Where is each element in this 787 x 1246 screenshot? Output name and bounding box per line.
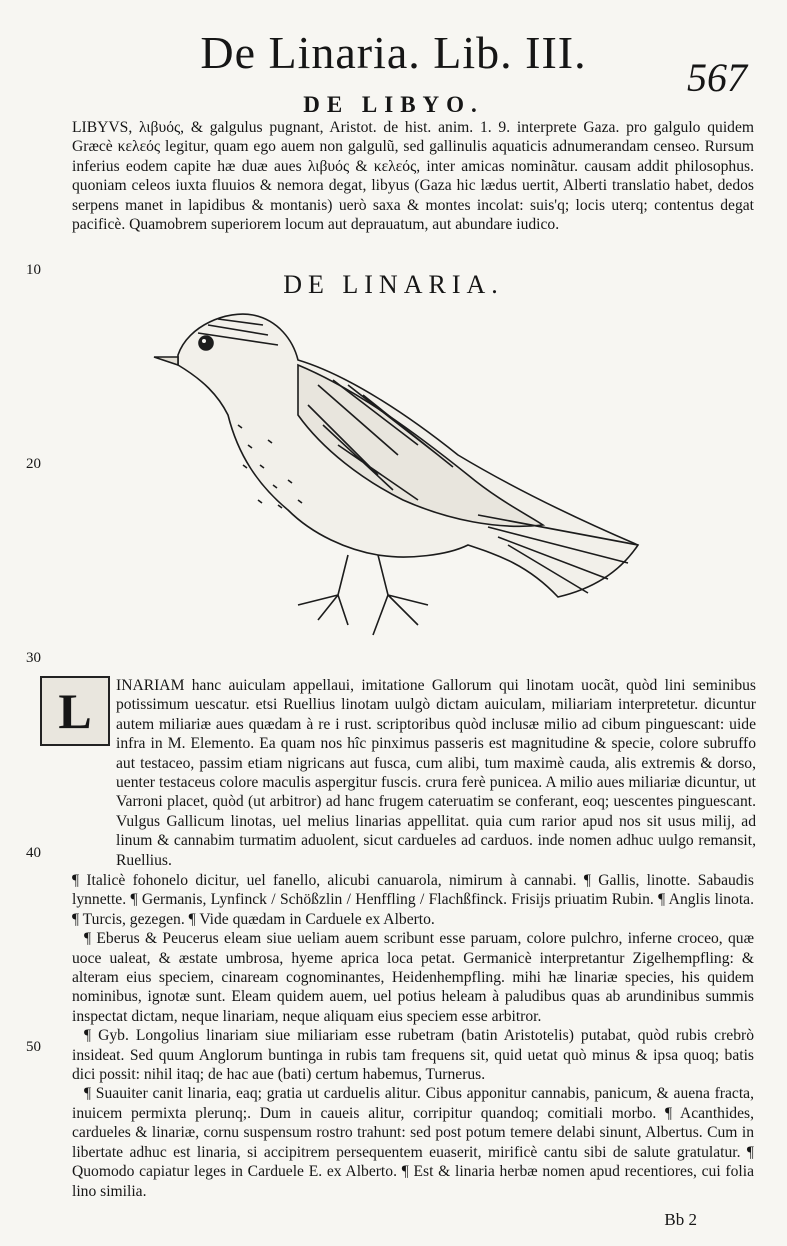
running-head: De Linaria. Lib. III.: [200, 27, 587, 78]
linaria-paragraph-eberus: ¶ Eberus & Peucerus eleam siue ueliam auem scribunt esse paruam, colore pulchro, inferne croceo, quæ uoce ualeat, & æstate umbrosa, hyeme aprica loca petat. Germanicè interpretantur Zigelhempfling: & alteram eius speciem, cinaream cognominantes, Heidenhempfling. mihi hæ linariæ species, his quidem nominibus, ignotæ sunt. Eleam quidem auem, uel potius heleam à paludibus quas ab arundinibus summis inspectat dictam, neque linariam, neque aliquam eius speciem esse arbitror.: [72, 930, 754, 1025]
signature-mark: Bb 2: [664, 1210, 697, 1229]
decorated-initial: L: [40, 676, 110, 746]
line-number-50: 50: [26, 1039, 41, 1055]
line-number-10: 10: [26, 262, 41, 278]
section-title-linaria: DE LINARIA.: [283, 270, 504, 299]
linaria-opening-paragraph: INARIAM hanc auiculam appellaui, imitatione Gallorum qui linotam uocãt, quòd lini seminibus potissimum uescatur. etsi Ruellius linotam uulgò dictam auiculam, miliariam interpretetur. dicuntur autem miliariæ aues quædam à re i rust. scriptoribus quòd inclusæ milio ad cibum pinguescant: uide infra in M. Elemento. Ea quam nos hîc pinximus passeris est magnitudine & specie, colore subruffo aut testaceo, passim etiam nigricans aut fusca, cum alibi, tum maximè cauda, alis extremis & dorso, uenter testaceus colore maculis aspergitur fuscis. crura ferè punicea. A milio aues miliariæ dicuntur, ut Varroni placet, quòd (ut arbitror) ad hanc frugem cateruatim se conferant, eoq; uescentes pinguescant. Vulgus Gallicum linotas, uel melius linarias appellitat. quia cum rarior apud nos sit usus milij, ad linum & cannabim turmatim aduolent, sicut cardueles ad carduos. inde nomen adhuc uulgo remansit, Ruellius.: [116, 677, 756, 869]
section-title-libyo: DE LIBYO.: [303, 92, 484, 117]
linaria-paragraph-cantus: ¶ Suauiter canit linaria, eaq; gratia ut carduelis alitur. Cibus apponitur cannabis, panicum, & auena fracta, inuicem permixta plerunq;. Dum in caueis alitur, corripitur quandoq; comitiali morbo. ¶ Acanthides, cardueles & linariæ, cornu suspensum rostro trahunt: sed post potum temere delabi sinunt, Albertus. Cum in libertate adhuc est linaria, si accipitrem persequentem euaserit, mirificè cantu sibi de salute gratulatur. ¶ Quomodo capiatur leges in Carduele E. ex Alberto. ¶ Est & linaria herbæ nomen apud recentiores, cui folia lino similia.: [72, 1085, 754, 1200]
line-number-40: 40: [26, 845, 41, 861]
linaria-continued-text: [72, 871, 754, 1201]
page-number: 567: [687, 55, 747, 100]
bird-woodcut-illustration: [148, 305, 648, 650]
linaria-vernacular-names: ¶ Italicè fohonelo dicitur, uel fanello, alicubi canuarola, nimirum à cannabi. ¶ Gallis, linotte. Sabaudis lynnette. ¶ Germanis, Lynfinck / Schößzlin / Henffling / Flachßfinck. Frisijs priuatim Rubin. ¶ Anglis linota. ¶ Turcis, gezegen. ¶ Vide quædam in Carduele ex Alberto.: [72, 872, 754, 928]
line-number-20: 20: [26, 456, 41, 472]
line-number-30: 30: [26, 650, 41, 666]
libyo-paragraph: LIBYVS, λιβυός, & galgulus pugnant, Aristot. de hist. anim. 1. 9. interprete Gaza. pro galgulo quidem Græcè κελεός legitur, quam ego auem non galgulũ, sed gallinulis aquaticis adnumerandam censeo. Rursum inferius eodem capite hæ duæ aues λιβυός & κελεός, inter amicas nominãtur. causam addit philosophus. quoniam celeos iuxta fluuios & nemora degat, libyus (Gaza hic lædus uertit, Alberti translatio habet, dedos serpens manet in lapidibus & montanis) uerò saxa & montes incolat: suis'q; locis uterq; contentus degat pacificè. Quamobrem superiorem locum aut deprauatum, aut abundare iudico.: [72, 119, 754, 234]
libyo-text: [72, 118, 754, 234]
linaria-opening-text: [116, 676, 756, 870]
linaria-paragraph-longolius: ¶ Gyb. Longolius linariam siue miliariam esse rubetram (batin Aristotelis) putabat, quòd rubis crebrò insideat. Sed quum Anglorum buntinga in rubis tam frequens sit, quid uetat quò minus & ipsa quoq; batis dici possit: nihil itaq; de hac aue (bati) certum habemus, Turnerus.: [72, 1027, 754, 1084]
